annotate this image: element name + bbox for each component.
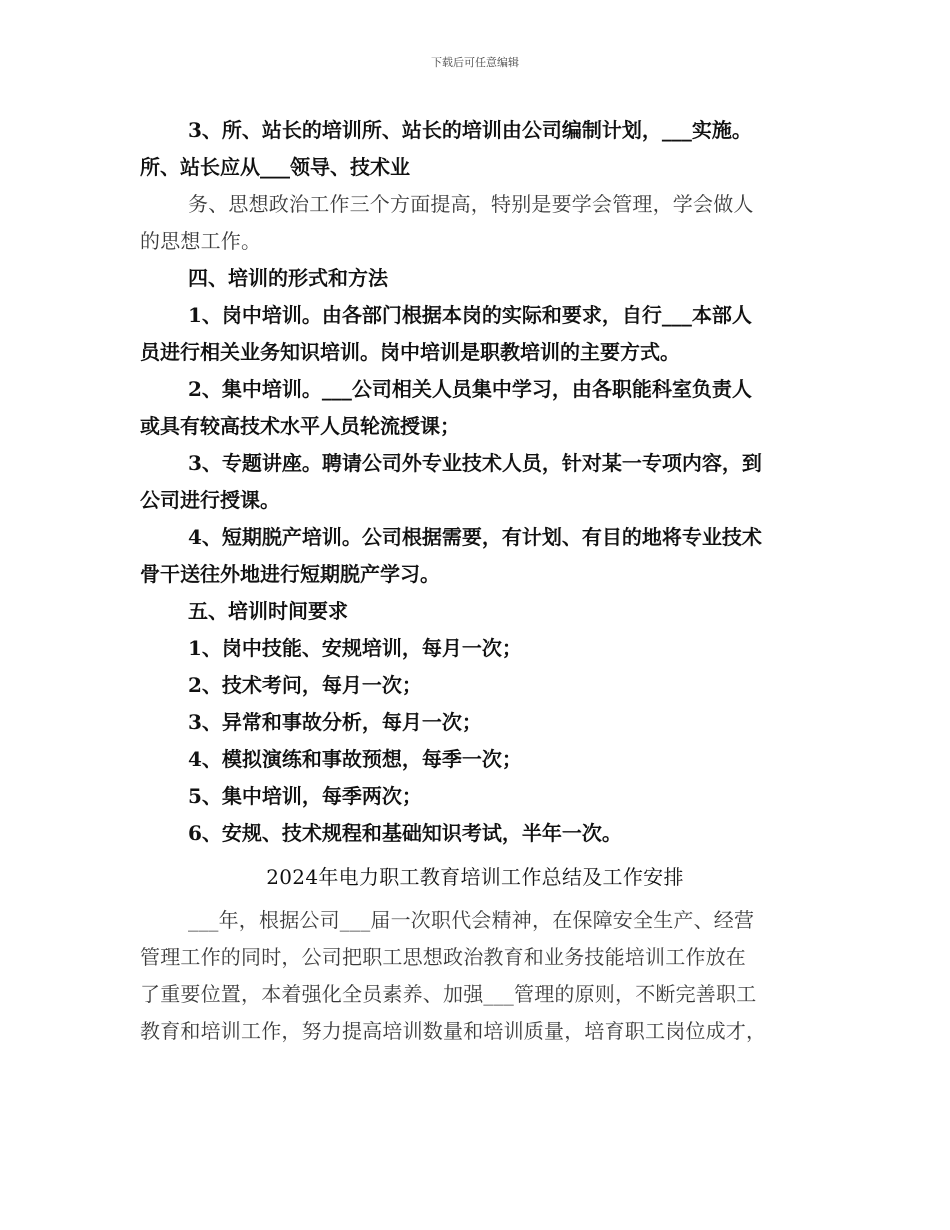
section2-item4-line2: 骨干送往外地进行短期脱产学习。 bbox=[140, 562, 440, 586]
section4-line-1: ___年，根据公司___届一次职代会精神，在保障安全生产、经营 bbox=[188, 908, 755, 932]
page-header: 下载后可任意编辑 bbox=[431, 56, 519, 69]
section3-heading: 五、培训时间要求 bbox=[188, 599, 348, 623]
section3-item-3: 3、异常和事故分析，每月一次； bbox=[188, 710, 482, 734]
section2-item1-line2: 员进行相关业务知识培训。岗中培训是职教培训的主要方式。 bbox=[140, 340, 680, 364]
document-body bbox=[140, 112, 810, 1050]
section3-item-2: 2、技术考问，每月一次； bbox=[188, 673, 422, 697]
section4-line-3: 了重要位置，本着强化全员素养、加强___管理的原则，不断完善职工 bbox=[140, 982, 757, 1006]
section2-item4-line1: 4、短期脱产培训。公司根据需要，有计划、有目的地将专业技术 bbox=[188, 525, 762, 549]
section3-item-1: 1、岗中技能、安规培训，每月一次； bbox=[188, 636, 522, 660]
section4-line-4: 教育和培训工作，努力提高培训数量和培训质量，培育职工岗位成才， bbox=[140, 1019, 767, 1043]
section2-item2-line1: 2、集中培训。___公司相关人员集中学习，由各职能科室负责人 bbox=[188, 377, 752, 401]
document-title: 2024年电力职工教育培训工作总结及工作安排 bbox=[266, 865, 684, 889]
section2-item2-line2: 或具有较高技术水平人员轮流授课； bbox=[140, 414, 460, 438]
section3-item-4: 4、模拟演练和事故预想，每季一次； bbox=[188, 747, 522, 771]
section2-item3-line2: 公司进行授课。 bbox=[140, 488, 280, 512]
section1-line2: 所、站长应从___领导、技术业 bbox=[140, 155, 410, 179]
section2-item3-line1: 3、专题讲座。聘请公司外专业技术人员，针对某一专项内容，到 bbox=[188, 451, 762, 475]
section3-item-5: 5、集中培训，每季两次； bbox=[188, 784, 422, 808]
section1-line3: 务、思想政治工作三个方面提高，特别是要学会管理，学会做人 bbox=[188, 192, 754, 216]
section4-line-2: 管理工作的同时，公司把职工思想政治教育和业务技能培训工作放在 bbox=[140, 945, 746, 969]
section1-line1: 3、所、站长的培训所、站长的培训由公司编制计划，___实施。 bbox=[188, 118, 752, 142]
section2-heading: 四、培训的形式和方法 bbox=[188, 266, 388, 290]
section1-line4: 的思想工作。 bbox=[140, 229, 262, 253]
section2-item1-line1: 1、岗中培训。由各部门根据本岗的实际和要求，自行___本部人 bbox=[188, 303, 752, 327]
section3-item-6: 6、安规、技术规程和基础知识考试，半年一次。 bbox=[188, 821, 622, 845]
